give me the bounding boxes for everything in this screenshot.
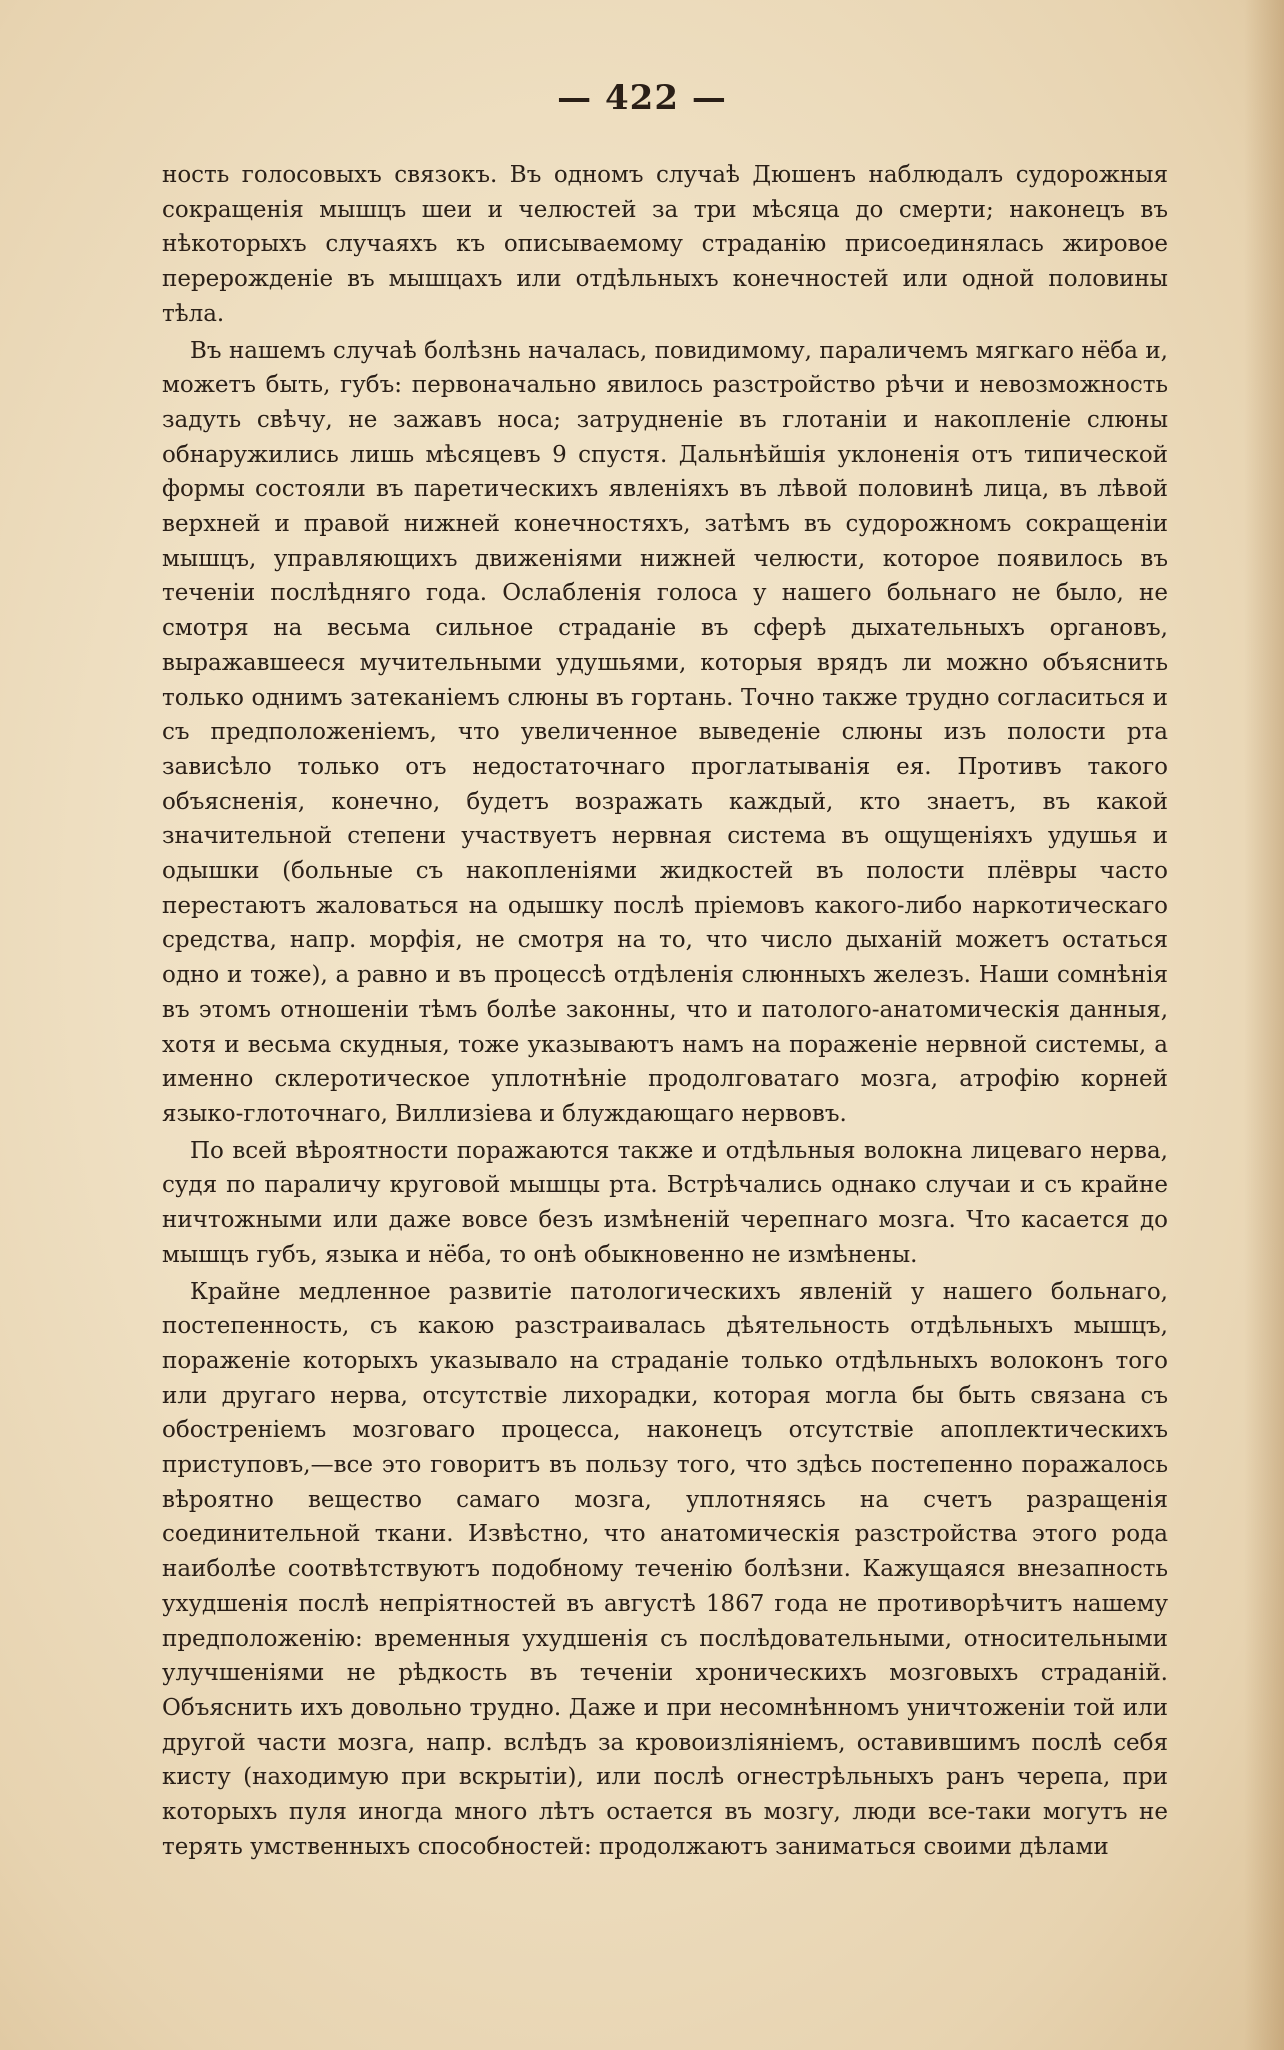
paragraph-2: Въ нашемъ случаѣ болѣзнь началась, повидимому, параличемъ мягкаго нёба и, можетъ быть, губъ: первоначально явилось разстройство рѣчи и невозможность задуть свѣчу, не зажавъ носа; затрудненіе въ глотаніи и накопленіе слюны обнаружились лишь мѣсяцевъ 9 спустя. Дальнѣйшія уклоненія отъ типической формы состояли въ паретическихъ явленіяхъ въ лѣвой половинѣ лица, въ лѣвой верхней и правой нижней конечностяхъ, затѣмъ въ судорожномъ сокращеніи мышцъ, управляющихъ движеніями нижней челюсти, которое появилось въ теченіи послѣдняго года. Ослабленія голоса у нашего больнаго не было, не смотря на весьма сильное страданіе въ сферѣ дыхательныхъ органовъ, выражавшееся мучительными удушьями, которыя врядъ ли можно объяснить только однимъ затеканіемъ слюны въ гортань. Точно также трудно согласиться и съ предположеніемъ, что увеличенное выведеніе слюны изъ полости рта зависѣло только отъ недостаточнаго проглатыванія ея. Противъ такого объясненія, конечно, будетъ возражать каждый, кто знаетъ, въ какой значительной степени участвуетъ нервная система въ ощущеніяхъ удушья и одышки (больные съ накопленіями жидкостей въ полости плёвры часто перестаютъ жаловаться на одышку послѣ пріемовъ какого-либо наркотическаго средства, напр. морфія, не смотря на то, что число дыханій можетъ остаться одно и тоже), а равно и въ процессѣ отдѣленія слюнныхъ железъ. Наши сомнѣнія въ этомъ отношеніи тѣмъ болѣе законны, что и патолого-анатомическія данныя, хотя и весьма скудныя, тоже указываютъ намъ на пораженіе нервной системы, а именно склеротическое уплотнѣніе продолговатаго мозга, атрофію корней языко-глоточнаго, Виллизіева и блуждающаго нервовъ.: [162, 337, 1168, 1127]
paragraph-3: По всей вѣроятности поражаются также и отдѣльныя волокна лицеваго нерва, судя по параличу круговой мышцы рта. Встрѣчались однако случаи и съ крайне ничтожными или даже вовсе безъ измѣненій черепнаго мозга. Что касается до мышцъ губъ, языка и нёба, то онѣ обыкновенно не измѣнены.: [162, 1137, 1168, 1268]
paragraph-1: ность голосовыхъ связокъ. Въ одномъ случаѣ Дюшенъ наблюдалъ судорожныя сокращенія мышцъ шеи и челюстей за три мѣсяца до смерти; наконецъ въ нѣкоторыхъ случаяхъ къ описываемому страданію присоединялась жировое перерожденіе въ мышцахъ или отдѣльныхъ конечностей или одной половины тѣла.: [162, 162, 1168, 327]
paragraph-4: Крайне медленное развитіе патологическихъ явленій у нашего больнаго, постепенность, съ какою разстраивалась дѣятельность отдѣльныхъ мышцъ, пораженіе которыхъ указывало на страданіе только отдѣльныхъ волоконъ того или другаго нерва, отсутствіе лихорадки, которая могла бы быть связана съ обостреніемъ мозговаго процесса, наконецъ отсутствіе апоплектическихъ приступовъ,—все это говоритъ въ пользу того, что здѣсь постепенно поражалось вѣроятно вещество самаго мозга, уплотняясь на счетъ разращенія соединительной ткани. Извѣстно, что анатомическія разстройства этого рода наиболѣе соотвѣтствуютъ подобному теченію болѣзни. Кажущаяся внезапность ухудшенія послѣ непріятностей въ августѣ 1867 года не противорѣчитъ нашему предположенію: временныя ухудшенія съ послѣдовательными, относительными улучшеніями не рѣдкость въ теченіи хроническихъ мозговыхъ страданій. Объяснить ихъ довольно трудно. Даже и при несомнѣнномъ уничтоженіи той или другой части мозга, напр. вслѣдъ за кровоизліяніемъ, оставившимъ послѣ себя кисту (находимую при вскрытіи), или послѣ огнестрѣльныхъ ранъ черепа, при которыхъ пуля иногда много лѣтъ остается въ мозгу, люди все-таки могутъ не терять умственныхъ способностей: продолжаютъ заниматься своими дѣлами: [162, 1278, 1168, 1860]
page-edge-shadow: [1244, 0, 1284, 2050]
page-number: — 422 —: [557, 78, 727, 118]
body-text: [162, 158, 1168, 1864]
